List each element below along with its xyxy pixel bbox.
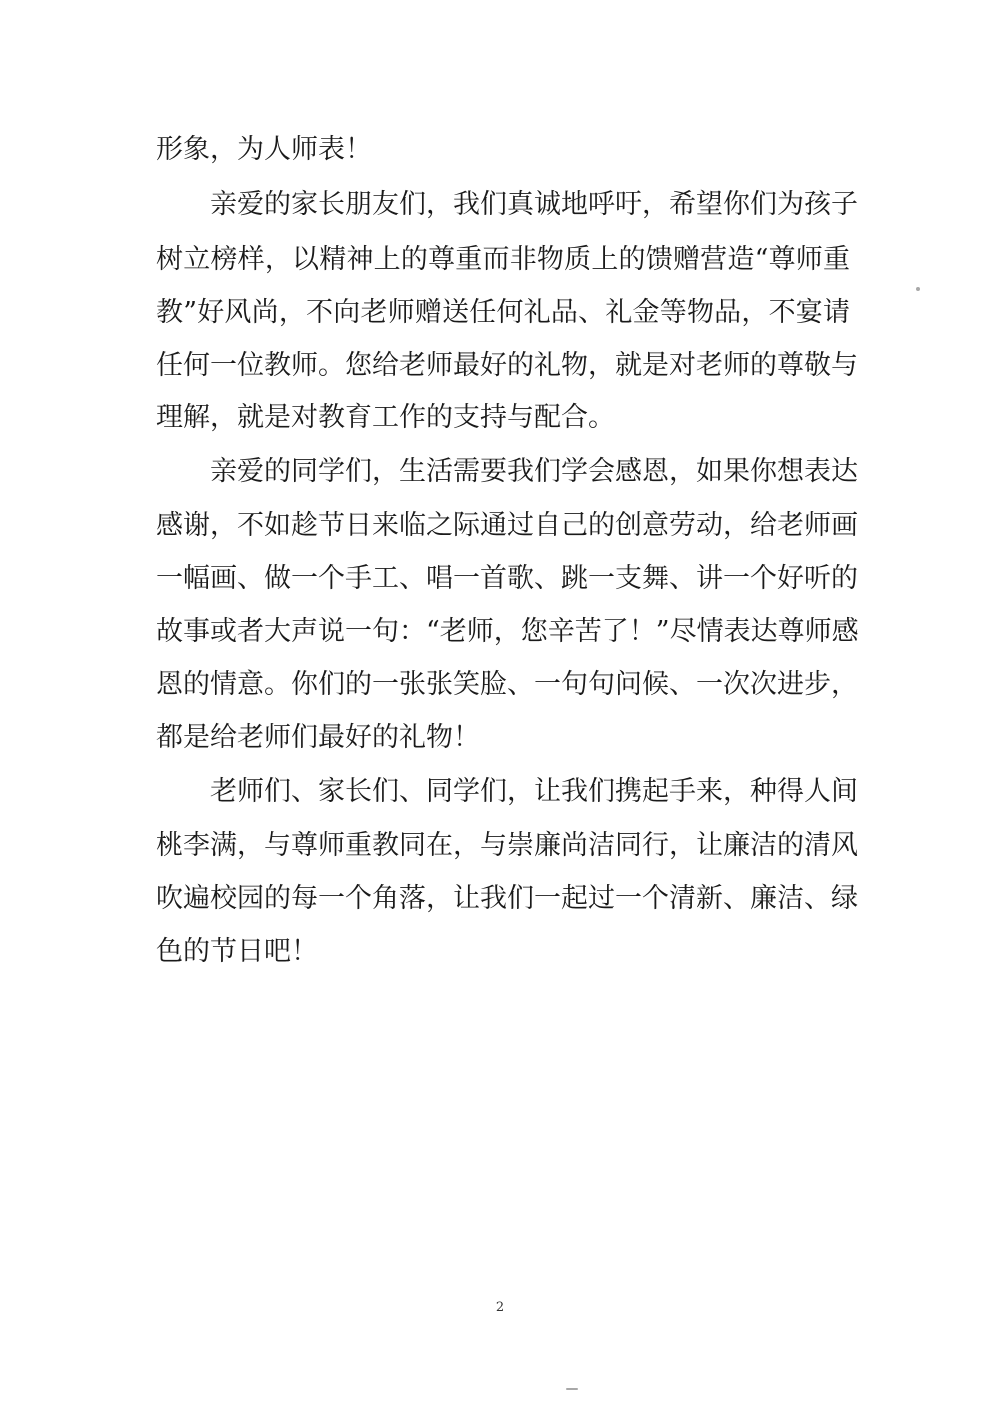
paragraph-3-line-2: 感谢，不如趁节日来临之际通过自己的创意劳动，给老师画 (156, 510, 858, 541)
page-number: 2 (495, 1300, 505, 1315)
paragraph-2-line-3: 教”好风尚，不向老师赠送任何礼品、礼金等物品，不宴请 (156, 297, 850, 328)
paragraph-1-line-1: 形象，为人师表！ (156, 134, 372, 165)
paragraph-2-line-2: 树立榜样，以精神上的尊重而非物质上的馈赠营造“尊师重 (156, 244, 850, 275)
paragraph-3-line-5: 恩的情意。你们的一张张笑脸、一句句问候、一次次进步， (156, 669, 858, 700)
paragraph-4-line-1: 老师们、家长们、同学们，让我们携起手来，种得人间 (210, 776, 858, 807)
paragraph-3-line-4: 故事或者大声说一句：“老师，您辛苦了！”尽情表达尊师感 (156, 616, 859, 647)
paragraph-4-line-3: 吹遍校园的每一个角落，让我们一起过一个清新、廉洁、绿 (156, 883, 858, 914)
paragraph-3-line-6: 都是给老师们最好的礼物！ (156, 722, 480, 753)
paragraph-3-line-1: 亲爱的同学们，生活需要我们学会感恩，如果你想表达 (210, 456, 858, 487)
paragraph-2-line-5: 理解，就是对教育工作的支持与配合。 (156, 402, 615, 433)
paragraph-3-line-3: 一幅画、做一个手工、唱一首歌、跳一支舞、讲一个好听的 (156, 563, 858, 594)
paragraph-2-line-1: 亲爱的家长朋友们，我们真诚地呼吁，希望你们为孩子 (210, 189, 858, 220)
paragraph-2-line-4: 任何一位教师。您给老师最好的礼物，就是对老师的尊敬与 (156, 350, 858, 381)
scan-speck (916, 287, 920, 291)
scan-speck (566, 1388, 578, 1390)
paragraph-4-line-2: 桃李满，与尊师重教同在，与崇廉尚洁同行，让廉洁的清风 (156, 830, 858, 861)
paragraph-4-line-4: 色的节日吧！ (156, 936, 318, 967)
